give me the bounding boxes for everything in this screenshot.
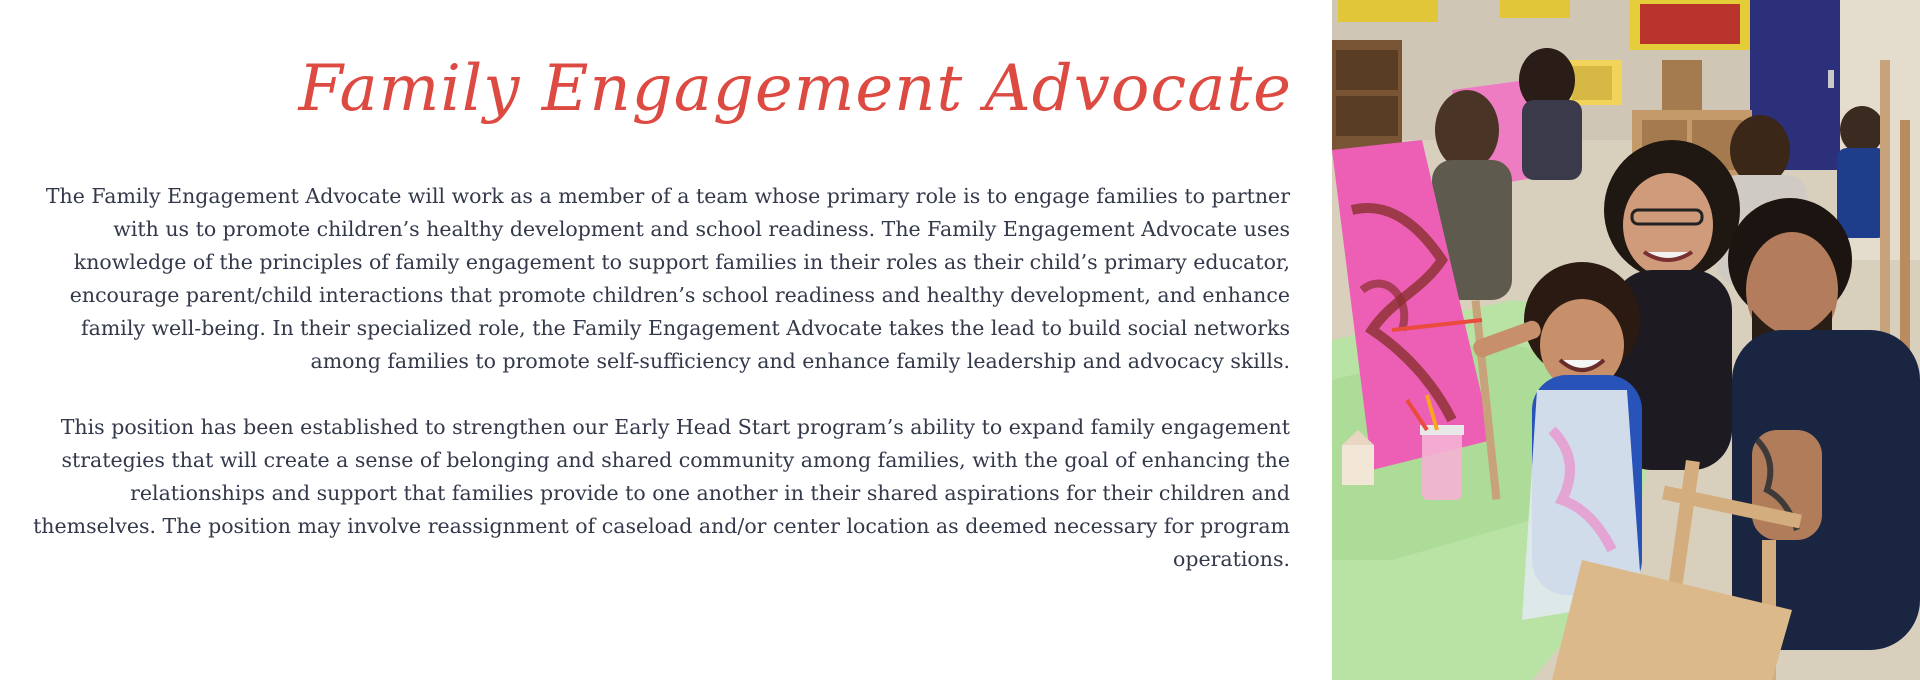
classroom-photo [1332, 0, 1920, 680]
page-title: Family Engagement Advocate [298, 52, 1292, 126]
description-paragraph: This position has been established to strengthen our Early Head Start program’s ability to expand family engagement strategies that will create a sense of belonging and shared community among families, with the goal of enhancing the relationships and support that families provide to one another in their shared aspirations for their children and themselves. The position may involve reassignment of caseload and/or center location as deemed necessary for program operations. [33, 415, 1290, 571]
description-body [30, 180, 1290, 576]
description-paragraph: The Family Engagement Advocate will work as a member of a team whose primary role is to engage families to partner with us to promote children’s healthy development and school readiness. The Family Engagement Advocate uses knowledge of the principles of family engagement to support families in their roles as their child’s primary educator, encourage parent/child interactions that promote children’s school readiness and healthy development, and enhance family well-being. In their specialized role, the Family Engagement Advocate takes the lead to build social networks among families to promote self-sufficiency and enhance family leadership and advocacy skills. [45, 184, 1290, 373]
